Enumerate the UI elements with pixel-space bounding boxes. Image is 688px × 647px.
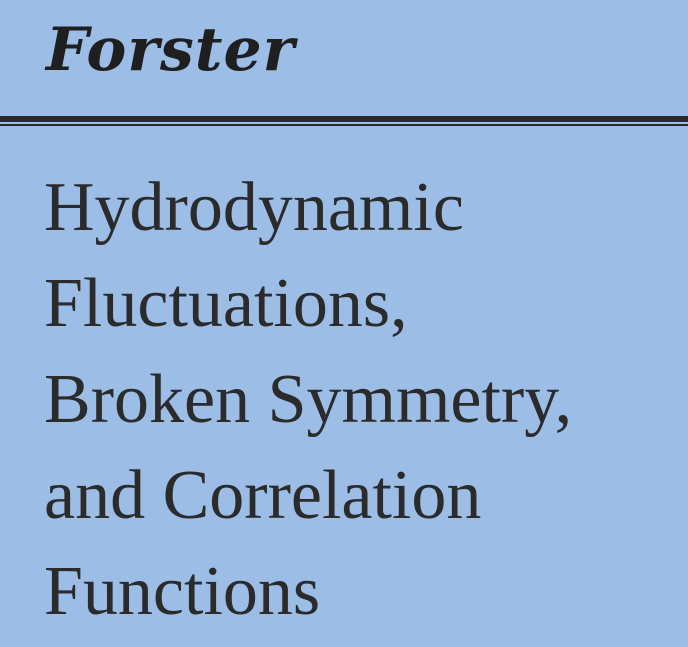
divider-rule-thin <box>0 124 688 126</box>
divider-rule-thick <box>0 116 688 122</box>
title-line-5: Functions <box>44 553 321 630</box>
title-line-3: Broken Symmetry, <box>44 361 573 438</box>
author-name: Forster <box>46 15 296 85</box>
title-line-4: and Correlation <box>44 457 482 534</box>
title-line-2: Fluctuations, <box>44 265 408 342</box>
title-line-1: Hydrodynamic <box>44 169 464 246</box>
book-title <box>44 160 572 640</box>
